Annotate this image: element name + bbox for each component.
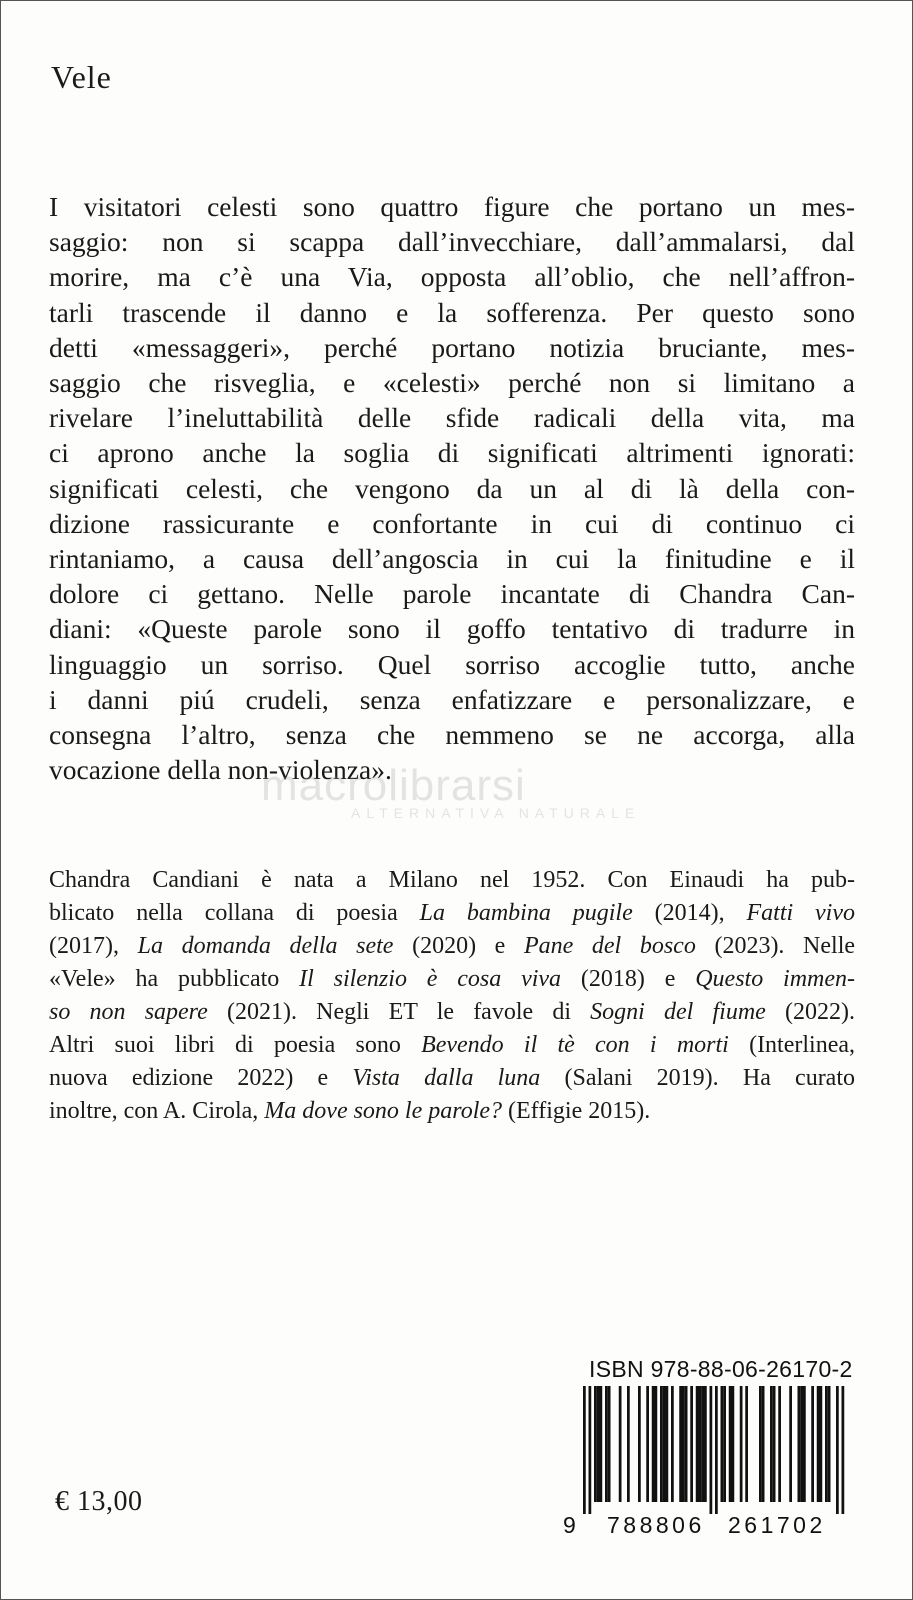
book-title: Vista dalla luna [352, 1065, 541, 1091]
blurb-line: ci aprono anche la soglia di significati altrimenti ignorati: [49, 437, 855, 469]
isbn-barcode-block [563, 1356, 859, 1540]
barcode-bar [600, 1386, 603, 1502]
barcode-bar [652, 1386, 655, 1502]
barcode-bar [685, 1386, 688, 1502]
watermark-tagline: ALTERNATIVA NATURALE [351, 805, 641, 821]
book-title: Il silenzio è cosa viva [299, 966, 562, 992]
price-label: € 13,00 [55, 1486, 143, 1517]
barcode-bar [842, 1386, 845, 1514]
book-title: Bevendo il tè con i morti [421, 1032, 729, 1058]
bio-line: inoltre, con A. Cirola, Ma dove sono le parole? (Effigie 2015). [49, 1098, 651, 1124]
barcode-bar [655, 1386, 658, 1502]
barcode-bar [583, 1386, 586, 1514]
barcode-bar [798, 1386, 801, 1502]
barcode-bar [682, 1386, 685, 1502]
barcode-bar [800, 1386, 803, 1502]
barcode-bar [589, 1386, 592, 1514]
watermark-main: macrolibrarsi [261, 761, 526, 810]
barcode-digits-left: 788806 [607, 1512, 705, 1538]
barcode-bar [671, 1386, 674, 1502]
blurb-line: rivelare l’ineluttabilità delle sfide radicali della vita, ma [49, 402, 855, 434]
barcode-bar [704, 1386, 707, 1502]
barcode-bar [836, 1386, 839, 1514]
barcode-bar [710, 1386, 713, 1514]
blurb-line: vocazione della non-violenza». [49, 754, 392, 786]
book-title: La domanda della sete [137, 933, 394, 959]
series-title: Vele [51, 59, 112, 95]
blurb-text [49, 189, 855, 787]
barcode-bar [745, 1386, 748, 1502]
barcode-digits [563, 1512, 859, 1540]
barcode-bar [660, 1386, 663, 1502]
barcode-bar [778, 1386, 781, 1502]
book-title: Ma dove sono le parole? [264, 1098, 503, 1124]
blurb-line: i danni piú crudeli, senza enfatizzare e personalizzare, e [49, 683, 855, 715]
barcode-bar [696, 1386, 699, 1502]
blurb-line: diani: «Queste parole sono il goffo tentativo di tradurre in [49, 613, 855, 645]
bio-line: blicato nella collana di poesia La bambina pugile (2014), Fatti vivo [49, 900, 856, 926]
bio-line: Chandra Candiani è nata a Milano nel 1952. Con Einaudi ha pub- [49, 867, 855, 893]
author-bio [49, 864, 855, 1128]
blurb-line: linguaggio un sorriso. Quel sorriso accoglie tutto, anche [49, 648, 855, 680]
barcode-bar [608, 1386, 611, 1502]
barcode-bar [820, 1386, 823, 1502]
barcode-bar [715, 1386, 718, 1514]
blurb-line: rintaniamo, a causa dell’angoscia in cui la finitudine e il [49, 543, 855, 575]
barcode-bar [605, 1386, 608, 1502]
blurb-line: saggio: non si scappa dall’invecchiare, dall’ammalarsi, dal [49, 226, 855, 258]
book-title: Sogni del fiume [590, 999, 766, 1025]
barcode-bar [619, 1386, 622, 1502]
barcode-bar [759, 1386, 762, 1502]
barcode-bar [638, 1386, 641, 1502]
blurb-line: saggio che risveglia, e «celesti» perché non si limitano a [49, 367, 855, 399]
barcode-bar [663, 1386, 666, 1502]
barcode-graphic [563, 1386, 859, 1514]
barcode-bar [811, 1386, 814, 1502]
barcode-bar [762, 1386, 765, 1502]
barcode-bar [699, 1386, 702, 1502]
barcode-bar [803, 1386, 806, 1502]
barcode-bar [679, 1386, 682, 1502]
blurb-line: consegna l’altro, senza che nemmeno se ne accorga, alla [49, 719, 855, 751]
barcode-bar [732, 1386, 735, 1502]
barcode-bar [825, 1386, 828, 1502]
barcode-bar [729, 1386, 732, 1502]
barcode-bar [646, 1386, 649, 1502]
isbn-label: ISBN 978-88-06-26170-2 [589, 1356, 853, 1382]
book-title: Fatti vivo [746, 900, 856, 926]
barcode-bar [789, 1386, 792, 1502]
barcode-bar [627, 1386, 630, 1502]
barcode-bar [723, 1386, 726, 1502]
book-title: La bambina pugile [419, 900, 633, 926]
barcode-digit-first: 9 [563, 1512, 576, 1538]
bio-line: Altri suoi libri di poesia sono Bevendo il tè con i morti (Interlinea, [49, 1032, 856, 1058]
blurb-line: morire, ma c’è una Via, opposta all’oblio, che nell’affron- [49, 261, 855, 293]
bio-line: «Vele» ha pubblicato Il silenzio è cosa viva (2018) e Questo immen- [49, 966, 856, 992]
barcode-bar [773, 1386, 776, 1502]
bio-line: so non sapere (2021). Negli ET le favole di Sogni del fiume (2022). [49, 999, 856, 1025]
book-title: so non sapere [49, 999, 208, 1025]
barcode [563, 1386, 859, 1514]
blurb-line: dizione rassicurante e confortante in cui di continuo ci [49, 507, 855, 539]
bio-line: (2017), La domanda della sete (2020) e Pane del bosco (2023). Nelle [49, 933, 856, 959]
blurb-line: tarli trascende il danno e la sofferenza. Per questo sono [49, 296, 855, 328]
blurb-line: I visitatori celesti sono quattro figure che portano un mes- [49, 191, 855, 222]
blurb-line: dolore ci gettano. Nelle parole incantate di Chandra Can- [49, 578, 855, 610]
barcode-bar [701, 1386, 704, 1502]
barcode-bar [690, 1386, 693, 1502]
barcode-bar [594, 1386, 597, 1502]
blurb-line: detti «messaggeri», perché portano notizia bruciante, mes- [49, 331, 855, 363]
barcode-digits-right: 261702 [728, 1512, 826, 1538]
blurb-line: significati celesti, che vengono da un al di là della con- [49, 472, 855, 504]
barcode-bar [828, 1386, 831, 1502]
book-title: Questo immen- [695, 966, 856, 992]
book-title: Pane del bosco [523, 933, 696, 959]
barcode-bar [666, 1386, 669, 1502]
barcode-bar [597, 1386, 600, 1502]
barcode-bar [740, 1386, 743, 1502]
barcode-bar [721, 1386, 724, 1502]
bio-line: nuova edizione 2022) e Vista dalla luna (Salani 2019). Ha curato [49, 1065, 856, 1091]
barcode-bar [770, 1386, 773, 1502]
barcode-bar [817, 1386, 820, 1502]
